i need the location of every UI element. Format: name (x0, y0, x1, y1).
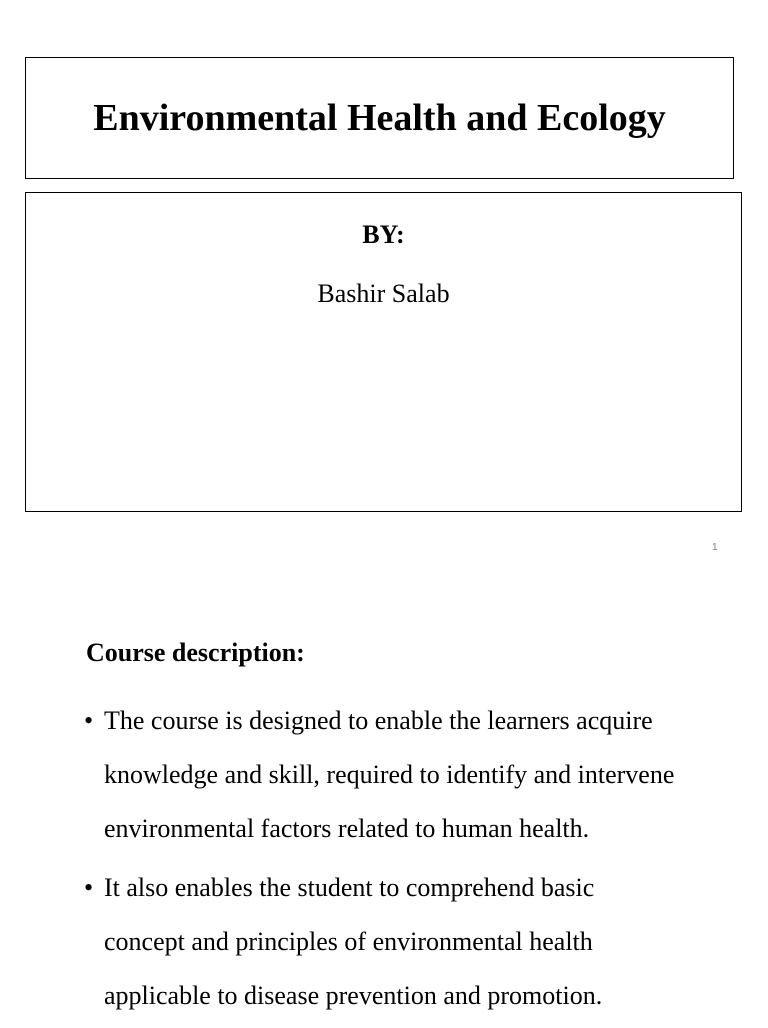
title-box (25, 57, 734, 179)
bullet-icon: • (84, 706, 94, 735)
author-box (25, 192, 742, 512)
page-number: 1 (712, 542, 718, 553)
bullet-text: It also enables the student to comprehend basic concept and principles of environmental health applicable to disease prevention and promotion. (104, 873, 603, 1010)
list-item (82, 694, 768, 856)
course-description-heading: Course description: (86, 638, 305, 667)
bullet-text: The course is designed to enable the learners acquire knowledge and skill, required to identify and intervene environmental factors related to human health. (104, 706, 675, 843)
slide-title: Environmental Health and Ecology (93, 97, 666, 139)
bullet-icon: • (84, 873, 94, 902)
by-label: BY: (362, 220, 405, 249)
list-item (82, 861, 768, 1023)
author-name: Bashir Salab (317, 279, 450, 308)
course-description-list (82, 694, 768, 1028)
